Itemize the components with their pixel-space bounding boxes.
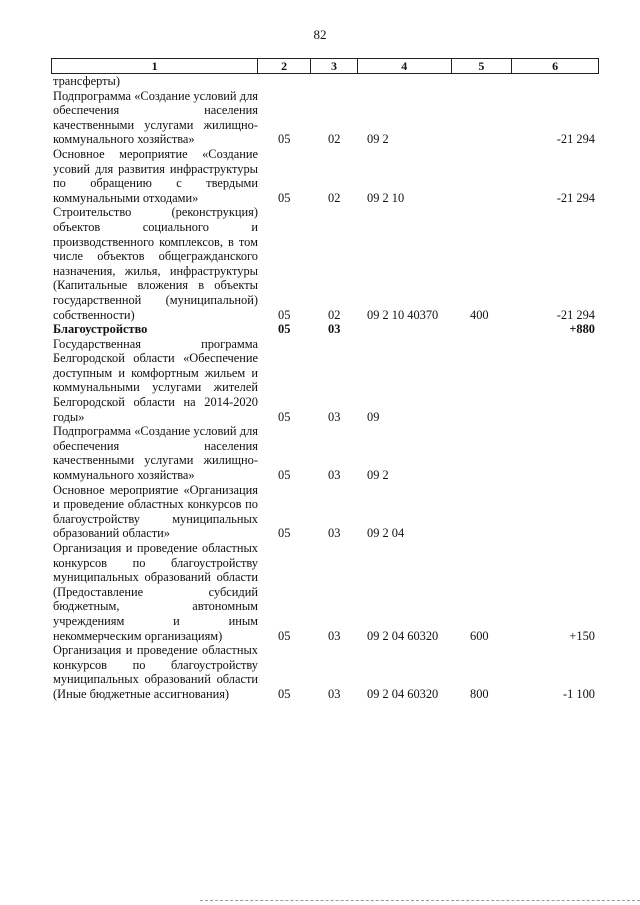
- table-row: [51, 74, 599, 89]
- table-row: [51, 337, 599, 425]
- table-row: [51, 147, 599, 205]
- table-row: [51, 643, 599, 701]
- row-expense-type: 400: [470, 307, 489, 322]
- row-name: Подпрограмма «Создание условий для обеспечения населения качественными услугами жилищно-коммунального хозяйства»: [53, 88, 258, 147]
- row-amount: +880: [569, 322, 595, 337]
- row-target-article: 09 2 10: [367, 190, 405, 205]
- header-col-6: 6: [552, 59, 559, 73]
- row-target-article: 09 2 04: [367, 526, 405, 541]
- row-section: 05: [278, 307, 291, 322]
- table-row: [51, 541, 599, 643]
- row-name: Организация и проведение областных конкурсов по благоустройству муниципальных образований области (Иные бюджетные ассигнования): [53, 643, 258, 701]
- table-row: [51, 89, 599, 147]
- page-number: 82: [313, 27, 327, 42]
- row-name: Организация и проведение областных конкурсов по благоустройству муниципальных образований области (Предоставление субсидий бюджетным, автономным учреждениям и иным некоммерческим организациям): [53, 541, 258, 643]
- row-name: Благоустройство: [53, 322, 148, 337]
- table-body: [51, 74, 599, 702]
- row-name: Строительство (реконструкция) объектов социального и производственного комплексов, в том числе объектов общегражданского назначения, жилья, инфраструктуры (Капитальные вложения в объекты государственной (муниципальной) собственности): [53, 205, 258, 322]
- row-target-article: 09 2 04 60320: [367, 686, 439, 701]
- row-subsection: 03: [328, 686, 341, 701]
- row-name: трансферты): [53, 74, 120, 88]
- row-subsection: 03: [328, 628, 341, 643]
- bottom-divider: [200, 900, 640, 901]
- row-expense-type: 800: [470, 686, 489, 701]
- row-target-article: 09 2: [367, 132, 389, 147]
- row-section: 05: [278, 409, 291, 424]
- row-amount: -21 294: [556, 307, 595, 322]
- header-col-3: 3: [311, 59, 358, 73]
- row-subsection: 02: [328, 190, 341, 205]
- row-section: 05: [278, 628, 291, 643]
- header-col-2: 2: [258, 59, 311, 73]
- header-col-5: 5: [452, 59, 513, 73]
- row-target-article: 09 2: [367, 468, 389, 483]
- table-row: [51, 483, 599, 541]
- row-amount: -21 294: [556, 132, 595, 147]
- row-amount: -21 294: [556, 190, 595, 205]
- row-name: Подпрограмма «Создание условий для обеспечения населения качественными услугами жилищно-коммунального хозяйства»: [53, 424, 258, 483]
- row-amount: +150: [569, 628, 595, 643]
- row-name: Государственная программа Белгородской области «Обеспечение доступным и комфортным жильем и коммунальными услугами жителей Белгородской области на 2014-2020 годы»: [53, 336, 258, 424]
- header-col-1: 1: [52, 59, 258, 73]
- row-subsection: 02: [328, 307, 341, 322]
- row-expense-type: 600: [470, 628, 489, 643]
- row-section: 05: [278, 468, 291, 483]
- row-name: Основное мероприятие «Создание усовий для развития инфраструктуры по обращению с твердыми коммунальными отходами»: [53, 146, 258, 205]
- header-col-4: 4: [358, 59, 452, 73]
- row-target-article: 09 2 10 40370: [367, 307, 439, 322]
- row-subsection: 03: [328, 409, 341, 424]
- row-subsection: 02: [328, 132, 341, 147]
- row-name: Основное мероприятие «Организация и проведение областных конкурсов по благоустройству муниципальных образований области»: [53, 482, 258, 541]
- row-section: 05: [278, 686, 291, 701]
- row-section: 05: [278, 526, 291, 541]
- table-row: [51, 322, 599, 337]
- row-section: 05: [278, 132, 291, 147]
- row-target-article: 09 2 04 60320: [367, 628, 439, 643]
- row-subsection: 03: [328, 468, 341, 483]
- table-header: [51, 58, 599, 74]
- row-section: 05: [278, 190, 291, 205]
- row-target-article: 09: [367, 409, 380, 424]
- table-row: [51, 424, 599, 482]
- row-amount: -1 100: [562, 686, 595, 701]
- row-section: 05: [278, 322, 291, 337]
- row-subsection: 03: [328, 526, 341, 541]
- row-subsection: 03: [328, 322, 341, 337]
- table-row: [51, 205, 599, 322]
